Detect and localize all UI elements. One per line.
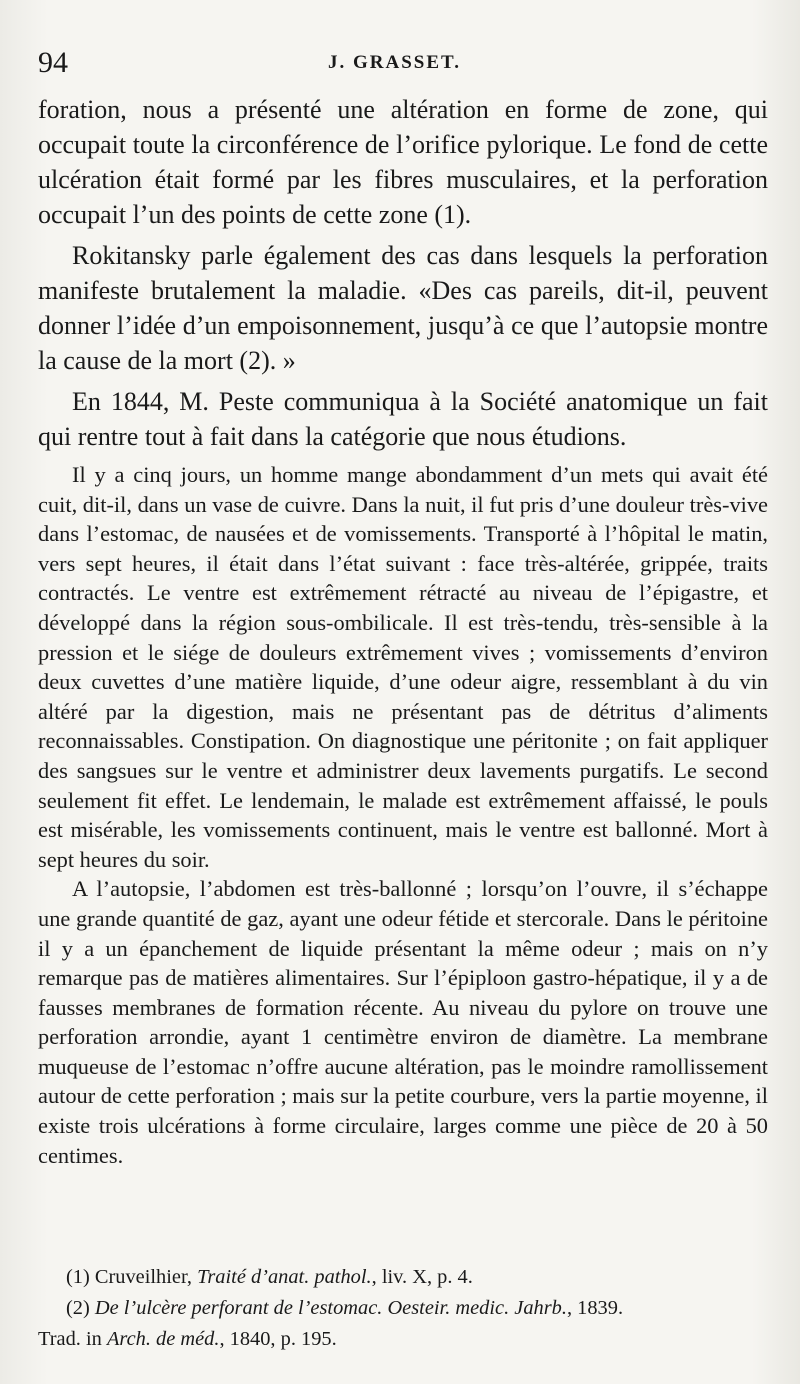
footnote-2-trad: Trad. in xyxy=(38,1328,102,1350)
footnote-2-tail: , 1840, p. 195. xyxy=(219,1328,337,1350)
page-number: 94 xyxy=(38,46,68,79)
page-header xyxy=(38,42,760,82)
paragraph-rokitansky: Rokitansky parle également des cas dans lesquels la perforation manifeste brutalement la maladie. «Des cas pareils, dit-il, peuvent donner l’idée d’un empoisonnement, jusqu’à ce que l’autopsie montre la cause de la mort (2). » xyxy=(38,241,768,375)
footnote-1-title: Traité d’anat. pathol. xyxy=(197,1266,372,1288)
page-body xyxy=(38,92,768,1170)
footnotes xyxy=(38,1262,778,1355)
footnote-2-journal: Arch. de méd. xyxy=(106,1328,220,1350)
paragraph-peste: En 1844, M. Peste communiqua à la Société anatomique un fait qui rentre tout à fait dans la catégorie que nous étudions. xyxy=(38,387,768,451)
footnote-1-rest: , liv. X, p. 4. xyxy=(371,1266,473,1288)
footnote-1-author: Cruveilhier, xyxy=(94,1266,193,1288)
footnote-2-translation xyxy=(38,1324,778,1355)
footnote-2-rest: , 1839. xyxy=(566,1297,624,1319)
footnote-1 xyxy=(38,1262,778,1293)
case-paragraph-2: A l’autopsie, l’abdomen est très-ballonné ; lorsqu’on l’ouvre, il s’échappe une grande quantité de gaz, ayant une odeur fétide et stercorale. Dans le péritoine il y a un épanchement de liquide présentant la même odeur ; mais on n’y remarque pas de matières alimentaires. Sur l’épiploon gastro-hépatique, il y a de fausses membranes de formation récente. Au niveau du pylore on trouve une perforation arrondie, ayant 1 centimètre environ de diamètre. La membrane muqueuse de l’estomac n’offre aucune altération, pas le moindre ramollissement autour de cette perforation ; mais sur la petite courbure, vers la partie moyenne, il existe trois ulcérations à forme circulaire, larges comme une pièce de 20 à 50 centimes. xyxy=(38,876,768,1168)
running-head: J. GRASSET. xyxy=(328,52,462,73)
footnote-2 xyxy=(38,1293,778,1324)
footnote-2-title: De l’ulcère perforant de l’estomac. Oesteir. medic. Jahrb. xyxy=(94,1297,567,1319)
paragraph-continuation: foration, nous a présenté une altération en forme de zone, qui occupait toute la circonférence de l’orifice pylorique. Le fond de cette ulcération était formé par les fibres musculaires, et la perforation occupait l’un des points de cette zone (1). xyxy=(38,95,768,229)
main-text xyxy=(38,92,768,454)
footnote-2-number: (2) xyxy=(66,1297,90,1319)
footnote-1-number: (1) xyxy=(66,1266,90,1288)
case-report xyxy=(38,460,768,1170)
case-paragraph-1: Il y a cinq jours, un homme mange abondamment d’un mets qui avait été cuit, dit-il, dans un vase de cuivre. Dans la nuit, il fut pris d’une douleur très-vive dans l’estomac, de nausées et de vomissements. Transporté à l’hôpital le matin, vers sept heures, il était dans l’état suivant : face très-altérée, grippée, traits contractés. Le ventre est extrêmement rétracté au niveau de l’épigastre, et développé dans la région sous-ombilicale. Il est très-tendu, très-sensible à la pression et le siége de douleurs extrêmement vives ; vomissements d’environ deux cuvettes d’une matière liquide, d’une odeur aigre, ressemblant à du vin altéré par la digestion, mais ne présentant pas de détritus d’aliments reconnaissables. Constipation. On diagnostique une péritonite ; on fait appliquer des sangsues sur le ventre et administrer deux lavements purgatifs. Le second seulement fit effet. Le lendemain, le malade est extrêmement affaissé, le pouls est misérable, les vomissements continuent, mais le ventre est ballonné. Mort à sept heures du soir. xyxy=(38,462,768,872)
